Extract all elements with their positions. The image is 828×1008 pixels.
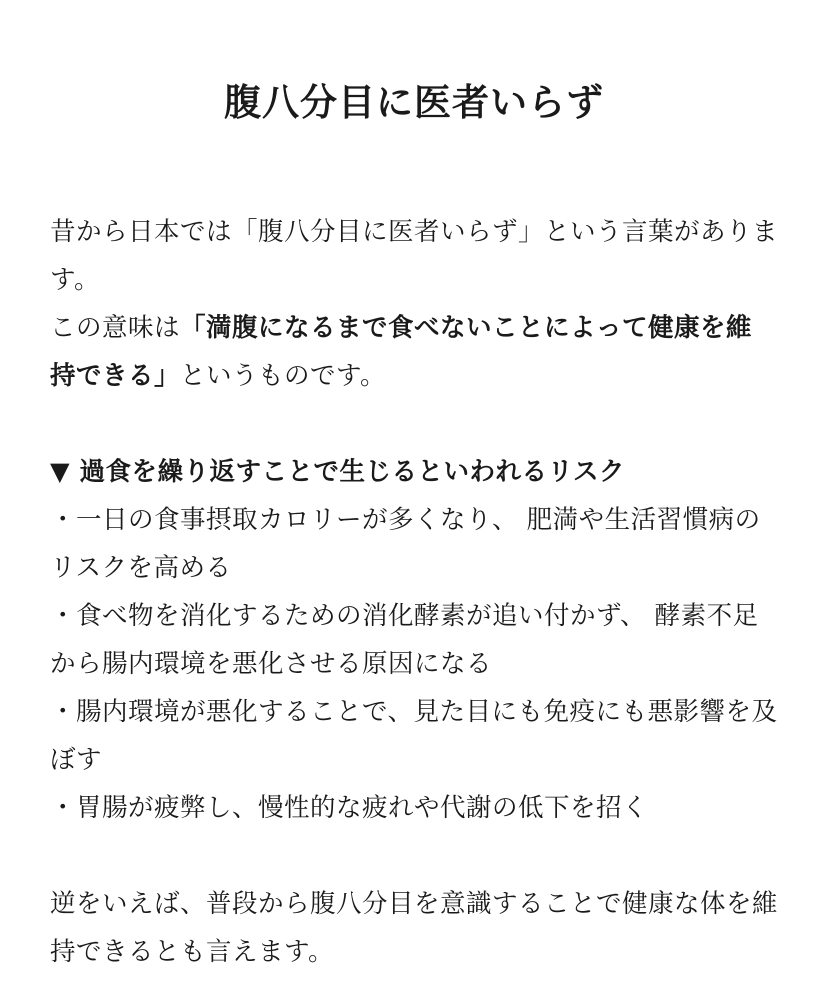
spacer [50,400,778,448]
article-body [50,208,778,976]
conclusion-paragraph: 逆をいえば、普段から腹八分目を意識することで健康な体を維持できるとも言えます。 [50,889,779,967]
list-item: ・一日の食事摂取カロリーが多くなり、 肥満や生活習慣病のリスクを高める [50,505,761,583]
page-title: 腹八分目に医者いらず [224,81,604,124]
list-item: ・胃腸が疲弊し、慢性的な疲れや代謝の低下を招く [50,793,649,823]
list-item: ・腸内環境が悪化することで、見た目にも免疫にも悪影響を及ぼす [50,697,778,775]
meaning-emphasis: 「満腹になるまで食べないことによって健康を維持できる」 [50,313,753,391]
spacer [50,832,778,880]
list-item: ・食べ物を消化するための消化酵素が追い付かず、 酵素不足から腸内環境を悪化させる原因になる [50,601,759,679]
meaning-prefix: この意味は [50,313,181,343]
meaning-paragraph [50,304,778,400]
intro-paragraph: 昔から日本では「腹八分目に医者いらず」という言葉があります。 [50,217,779,295]
risk-heading: ▼ 過食を繰り返すことで生じるといわれるリスク [50,457,625,487]
risk-list [50,496,778,832]
meaning-suffix: というものです。 [180,361,386,391]
